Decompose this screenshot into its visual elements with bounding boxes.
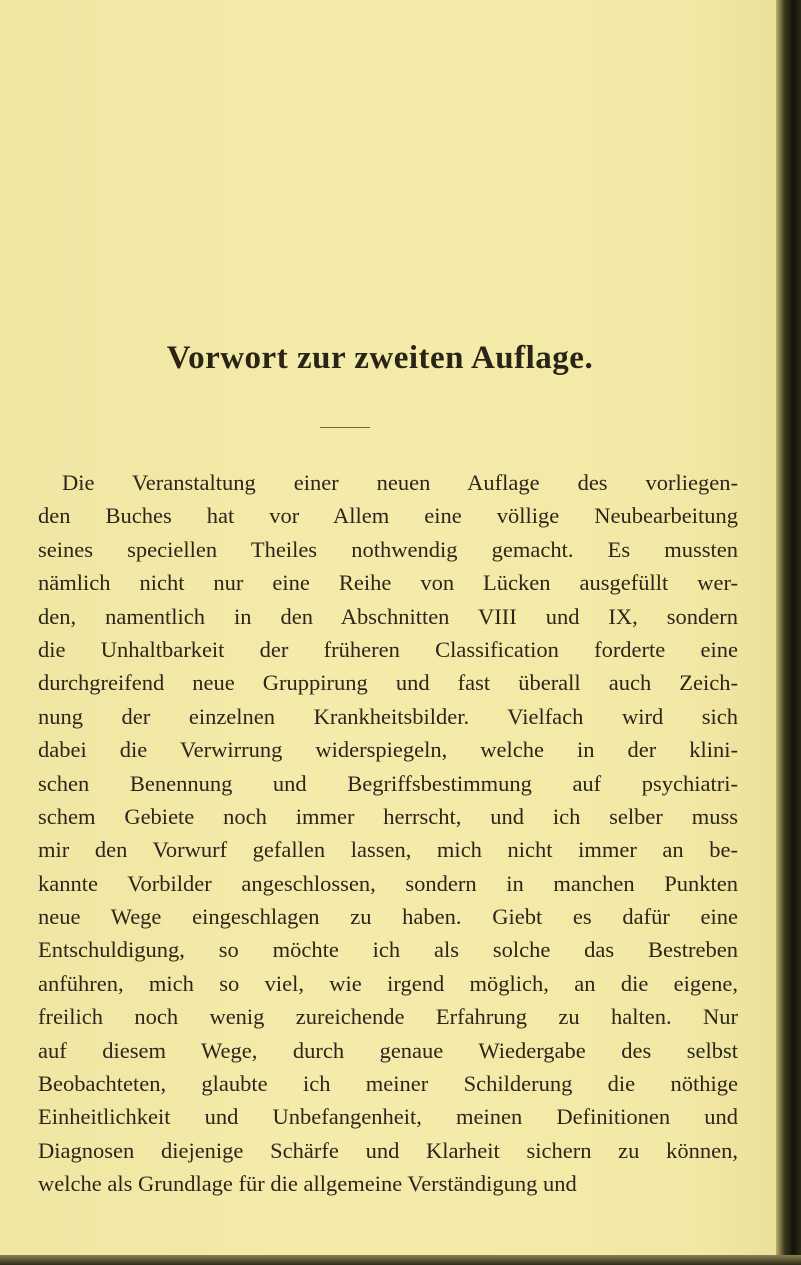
text-line: schen Benennung und Begriffsbestimmung auf psychiatri- — [38, 770, 738, 796]
title-divider — [320, 427, 370, 428]
page-edge-shadow — [776, 0, 801, 1265]
text-line: dabei die Verwirrung widerspiegeln, welche in der klini- — [38, 737, 738, 763]
text-line: seines speciellen Theiles nothwendig gemacht. Es mussten — [38, 536, 738, 562]
text-line: kannte Vorbilder angeschlossen, sondern in manchen Punkten — [38, 870, 738, 896]
text-line: den, namentlich in den Abschnitten VIII und IX, sondern — [38, 603, 738, 629]
text-line: schem Gebiete noch immer herrscht, und ich selber muss — [38, 803, 738, 829]
page-title: Vorwort zur zweiten Auflage. — [166, 340, 594, 376]
text-line: anführen, mich so viel, wie irgend möglich, an die eigene, — [38, 970, 738, 996]
text-line: den Buches hat vor Allem eine völlige Neubearbeitung — [38, 503, 738, 529]
text-line: die Unhaltbarkeit der früheren Classification forderte eine — [38, 636, 738, 662]
page-bottom-edge — [0, 1255, 801, 1265]
text-line: neue Wege eingeschlagen zu haben. Giebt es dafür eine — [38, 904, 738, 930]
text-line: Einheitlichkeit und Unbefangenheit, meinen Definitionen und — [38, 1104, 738, 1130]
text-line: Entschuldigung, so möchte ich als solche das Bestreben — [38, 937, 738, 963]
text-line: freilich noch wenig zureichende Erfahrung zu halten. Nur — [38, 1004, 738, 1030]
text-line: welche als Grundlage für die allgemeine Verständigung und — [38, 1171, 577, 1197]
text-line: Diagnosen diejenige Schärfe und Klarheit sichern zu können, — [38, 1137, 738, 1163]
text-line: mir den Vorwurf gefallen lassen, mich nicht immer an be- — [38, 837, 738, 863]
text-line: Beobachteten, glaubte ich meiner Schilderung die nöthige — [38, 1071, 738, 1097]
text-line: auf diesem Wege, durch genaue Wiedergabe des selbst — [38, 1037, 738, 1063]
text-line: durchgreifend neue Gruppirung und fast überall auch Zeich- — [38, 670, 738, 696]
text-line: nämlich nicht nur eine Reihe von Lücken ausgefüllt wer- — [38, 570, 738, 596]
text-line: Die Veranstaltung einer neuen Auflage des vorliegen- — [62, 470, 738, 495]
body-text — [38, 466, 738, 1201]
text-line: nung der einzelnen Krankheitsbilder. Vielfach wird sich — [38, 703, 738, 729]
